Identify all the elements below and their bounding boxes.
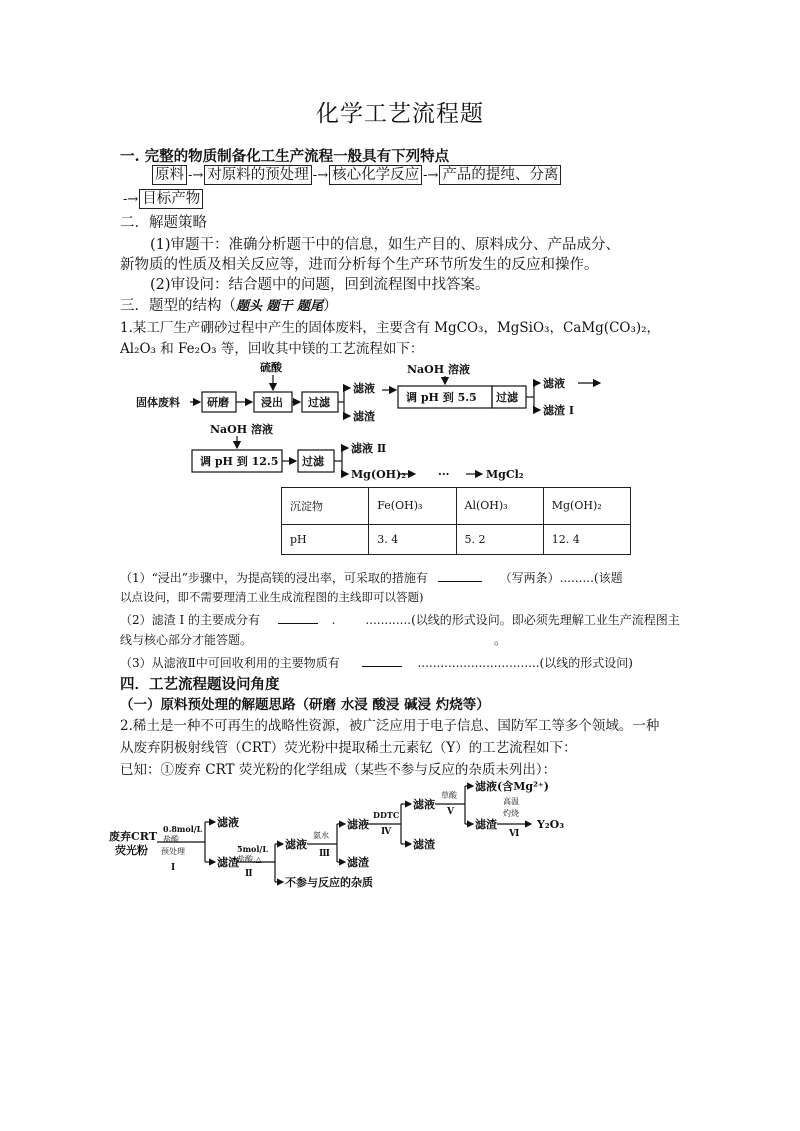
q1-leach-label: 浸出 bbox=[261, 396, 283, 409]
section-3-heading-close: ） bbox=[323, 298, 338, 314]
q2-pre-label: 预处理 bbox=[161, 847, 185, 856]
q1-sub1-line1 bbox=[120, 569, 623, 586]
strategy-1a: (1)审题干：准确分析题干中的信息，如生产目的、原料成分、产品成分、 bbox=[150, 237, 621, 253]
q1-filtrate-label-2: 滤液 bbox=[543, 377, 565, 390]
q2-impurity: 不参与反应的杂质 bbox=[285, 876, 373, 889]
q2-step3: Ⅲ bbox=[319, 849, 330, 859]
page-title: 化学工艺流程题 bbox=[316, 101, 484, 127]
answer-blank[interactable] bbox=[278, 611, 318, 624]
q1-filter-label-2: 过滤 bbox=[496, 391, 518, 404]
q2-text-2: 从废弃阴极射线管（CRT）荧光粉中提取稀土元素钇（Y）的工艺流程如下： bbox=[120, 740, 577, 756]
q2-hcl2b-label: 盐酸,△ bbox=[237, 855, 262, 864]
section-2-heading: 二．解题策略 bbox=[120, 215, 207, 231]
q2-ammonia-label: 氨水 bbox=[313, 831, 329, 840]
q1-sub2-mark: 。 bbox=[494, 633, 507, 647]
q1-mgoh-label: Mg(OH)₂ bbox=[351, 468, 407, 481]
table-row bbox=[282, 524, 631, 554]
q1-filter-label-3: 过滤 bbox=[302, 455, 324, 468]
flow-box-pretreat: 对原料的预处理 bbox=[204, 165, 312, 185]
flow-arrow-icon: -→ bbox=[123, 192, 139, 207]
flow-box-raw: 原料 bbox=[152, 165, 187, 185]
q1-sub3-text: （3）从滤液Ⅱ中可回收利用的主要物质有 bbox=[120, 656, 340, 670]
q1-acid-label: 硫酸 bbox=[260, 361, 282, 374]
q2-step6: Ⅵ bbox=[509, 829, 520, 839]
flow-box-core: 核心化学反应 bbox=[329, 165, 422, 185]
q2-high2-label: 灼烧 bbox=[503, 809, 519, 818]
q2-oxalic-label: 草酸 bbox=[441, 791, 457, 800]
q1-naoh-label-2: NaOH 溶液 bbox=[210, 423, 273, 436]
answer-blank[interactable] bbox=[362, 654, 402, 667]
q1-sub2-line2: 线与核心部分才能答题。 bbox=[120, 633, 253, 647]
q1-ph55-label: 调 pH 到 5.5 bbox=[406, 391, 477, 404]
q2-hcl1-label: 0.8mol/L bbox=[163, 824, 203, 834]
table-cell: 5. 2 bbox=[456, 524, 543, 554]
q1-sub3-line bbox=[120, 654, 633, 671]
q2-hcl2-label: 5mol/L bbox=[237, 844, 268, 854]
q2-filtrate-2: 滤液 bbox=[285, 838, 307, 851]
q2-residue-4: 滤渣 bbox=[413, 838, 435, 851]
section-3-heading-emphasis: 题头 题干 题尾 bbox=[236, 299, 324, 314]
q2-filtrate-4: 滤液 bbox=[413, 798, 435, 811]
section-3-heading bbox=[120, 294, 338, 315]
strategy-2: (2)审设问：结合题中的问题，回到流程图中找答案。 bbox=[150, 277, 490, 293]
q1-raw-label: 固体废料 bbox=[136, 396, 180, 409]
q1-grind-label: 研磨 bbox=[207, 396, 229, 409]
table-cell: 3. 4 bbox=[369, 524, 456, 554]
flow-box-purify: 产品的提纯、分离 bbox=[439, 165, 561, 185]
table-cell: 沉淀物 bbox=[282, 488, 369, 525]
table-cell: pH bbox=[282, 524, 369, 554]
section-4-heading: 四．工艺流程题设问角度 bbox=[120, 676, 280, 693]
flow-arrow-icon: -→ bbox=[423, 168, 439, 183]
q1-ph125-label: 调 pH 到 12.5 bbox=[200, 455, 279, 468]
q1-text-2: Al₂O₃ 和 Fe₂O₃ 等，回收其中镁的工艺流程如下： bbox=[120, 341, 424, 357]
table-row bbox=[282, 488, 631, 525]
q2-raw-label-2: 荧光粉 bbox=[115, 844, 148, 857]
flow-line-2 bbox=[122, 189, 203, 209]
flow-arrow-icon: -→ bbox=[188, 168, 204, 183]
table-cell: Mg(OH)₂ bbox=[543, 488, 630, 525]
q2-high1-label: 高温 bbox=[503, 797, 519, 806]
q1-sub2-text: （2）滤渣 I 的主要成分有 bbox=[120, 613, 261, 627]
table-cell: Al(OH)₃ bbox=[456, 488, 543, 525]
q1-sub1-note: （写两条）.........(该题 bbox=[499, 571, 623, 585]
section-1-heading: 一. 完整的物质制备化工生产流程一般具有下列特点 bbox=[120, 148, 450, 165]
q2-flow-diagram bbox=[105, 778, 585, 900]
q2-step4: Ⅳ bbox=[381, 827, 392, 837]
q1-mgcl-label: MgCl₂ bbox=[486, 468, 524, 481]
q1-sub2-note: ............(以线的形式设问。即必须先理解工业生产流程图主 bbox=[365, 613, 680, 627]
q1-residue-label-1: 滤渣 bbox=[353, 410, 375, 423]
q1-dots-label: ··· bbox=[438, 468, 450, 481]
q1-text-1: 1.某工厂生产硼砂过程中产生的固体废料，主要含有 MgCO₃，MgSiO₃，CaMg(CO₃)₂， bbox=[120, 320, 661, 336]
q1-naoh-label-1: NaOH 溶液 bbox=[407, 363, 470, 376]
q2-filtrate-mg: 滤液(含Mg²⁺) bbox=[475, 780, 549, 793]
q2-residue-3: 滤渣 bbox=[347, 856, 369, 869]
q1-filtrate-label-1: 滤液 bbox=[353, 382, 375, 395]
q1-sub2-line1 bbox=[120, 611, 680, 628]
q2-step2: Ⅱ bbox=[245, 869, 253, 879]
q1-sub3-note: ................................(以线的形式设问) bbox=[417, 656, 633, 670]
q2-text-1: 2.稀土是一种不可再生的战略性资源，被广泛应用于电子信息、国防军工等多个领域。一种 bbox=[120, 718, 660, 734]
q2-residue-5: 滤渣 bbox=[475, 818, 497, 831]
ph-table bbox=[281, 487, 631, 555]
q2-step1: Ⅰ bbox=[171, 863, 176, 873]
answer-blank[interactable] bbox=[438, 569, 482, 582]
flow-arrow-icon: -→ bbox=[312, 168, 329, 183]
q2-ddtc-label: DDTC bbox=[373, 810, 400, 820]
q1-sub1-text: （1）“浸出”步骤中，为提高镁的浸出率，可采取的措施有 bbox=[120, 571, 428, 585]
q1-flow-diagram bbox=[120, 358, 680, 483]
q2-residue-1: 滤渣 bbox=[217, 856, 239, 869]
q2-raw-label-1: 废弃CRT bbox=[109, 830, 157, 843]
section-4-subheading: （一）原料预处理的解题思路（研磨 水浸 酸浸 碱浸 灼烧等） bbox=[120, 697, 490, 713]
flow-box-product: 目标产物 bbox=[139, 189, 203, 209]
q1-residue1-label: 滤渣 Ⅰ bbox=[543, 404, 574, 417]
q2-y2o3-label: Y₂O₃ bbox=[537, 818, 565, 831]
flow-line-1 bbox=[152, 165, 561, 185]
q2-hcl1b-label: 盐酸 bbox=[163, 835, 179, 844]
q1-sub1-line2: 以点设问，即不需要理清工业生成流程图的主线即可以答题) bbox=[120, 590, 424, 604]
section-3-heading-text: 三．题型的结构（ bbox=[120, 298, 236, 314]
q1-filtrate2-label: 滤液 Ⅱ bbox=[351, 442, 387, 455]
q2-step5: Ⅴ bbox=[447, 807, 454, 817]
q2-text-3: 已知：①废弃 CRT 荧光粉的化学组成（某些不参与反应的杂质未列出）： bbox=[120, 762, 557, 778]
table-cell: 12. 4 bbox=[543, 524, 630, 554]
table-cell: Fe(OH)₃ bbox=[369, 488, 456, 525]
q2-filtrate-3: 滤液 bbox=[347, 818, 369, 831]
q2-filtrate-1: 滤液 bbox=[217, 816, 239, 829]
q1-filter-label-1: 过滤 bbox=[308, 396, 330, 409]
q1-sub2-dot: . bbox=[331, 613, 336, 627]
strategy-1b: 新物质的性质及相关反应等，进而分析每个生产环节所发生的反应和操作。 bbox=[120, 257, 599, 273]
